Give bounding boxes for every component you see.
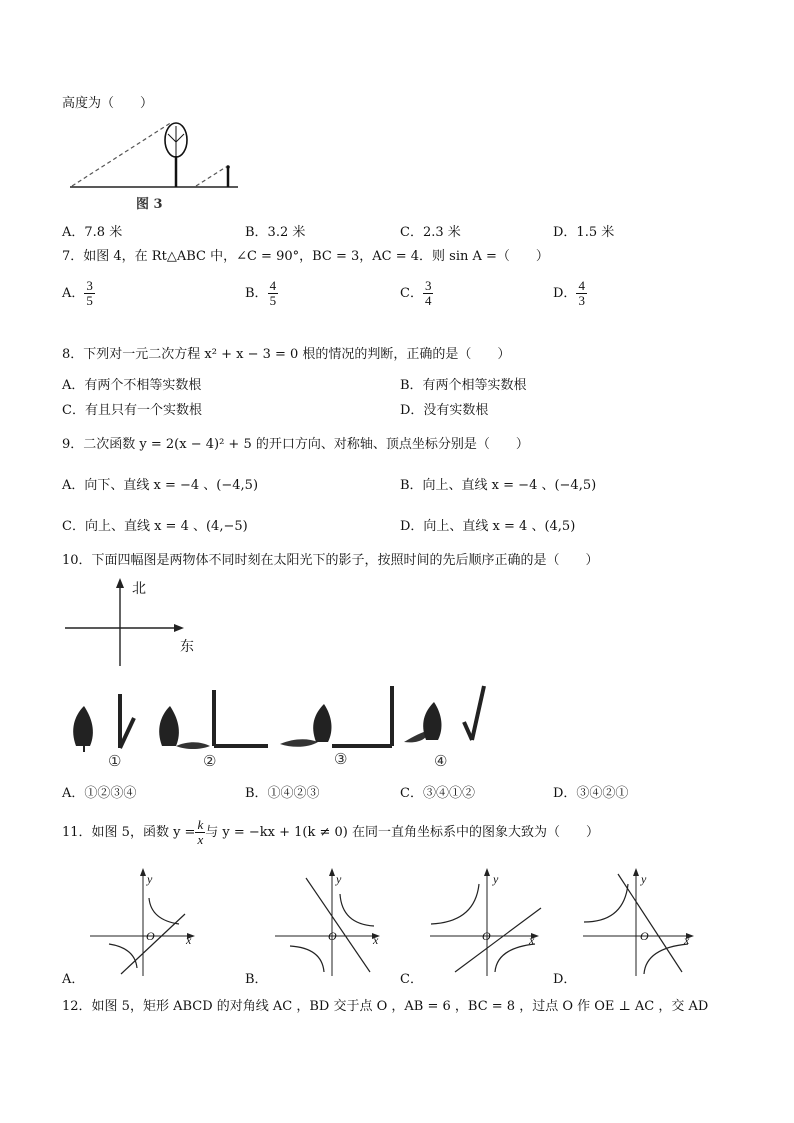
q10-option-b: B．①④②③: [245, 786, 320, 801]
fraction-denominator: 3: [578, 293, 585, 308]
fraction-denominator: 4: [424, 293, 432, 308]
q11-stem: [62, 818, 599, 847]
q11-option-a: A．: [62, 972, 85, 987]
q7-option-letter: A．: [62, 286, 85, 301]
q11-d-y-label: y: [641, 872, 647, 886]
q11-d-x-label: x: [684, 933, 690, 947]
q7-option-letter: C．: [400, 286, 423, 301]
q7-option-fraction: [576, 279, 587, 308]
q9-option-a: A．向下、直线 x = −4 、(−4,5): [62, 478, 259, 493]
q11-b-y-label: y: [336, 872, 342, 886]
q10-option-c: C．③④①②: [400, 786, 475, 801]
q10-panel-label-3: ③: [334, 750, 348, 768]
q7-option-c: [400, 279, 433, 308]
fraction-numerator: 4: [269, 278, 277, 293]
q7-option-fraction: [268, 279, 279, 308]
q7-option-d: [553, 279, 587, 308]
q7-option-fraction: [84, 279, 95, 308]
q9-option-b: B．向上、直线 x = −4 、(−4,5): [400, 478, 597, 493]
q11-graph-b: [270, 868, 385, 978]
q9-stem: 9．二次函数 y = 2(x − 4)² + 5 的开口方向、对称轴、顶点坐标分别是（ ）: [62, 437, 529, 452]
q8-stem: 8．下列对一元二次方程 x² + x − 3 = 0 根的情况的判断，正确的是（ ）: [62, 347, 511, 362]
fraction-numerator: 3: [86, 278, 93, 293]
q7-option-letter: D．: [553, 286, 577, 301]
fraction-numerator: k: [197, 817, 204, 832]
fraction-numerator: 4: [578, 278, 585, 293]
q11-stem-fraction: [195, 818, 205, 847]
q7-stem: 7．如图 4，在 Rt△ABC 中，∠C = 90°，BC = 3，AC = 4．则 sin A =（ ）: [62, 249, 549, 264]
q11-d-origin-label: O: [640, 929, 649, 943]
q7-option-fraction: [423, 279, 434, 308]
q10-stem: 10．下面四幅图是两物体不同时刻在太阳光下的影子，按照时间的先后顺序正确的是（ ）: [62, 553, 599, 568]
fraction-denominator: x: [197, 832, 204, 847]
q6-option-a: A．7.8 米: [62, 225, 123, 240]
q9-option-d: D．向上、直线 x = 4 、(4,5): [400, 519, 576, 534]
q11-b-origin-label: O: [328, 929, 337, 943]
q10-panel-label-2: ②: [203, 752, 217, 770]
q11-graph-a: [85, 868, 200, 978]
q6-figure-caption: 图 3: [136, 197, 163, 212]
q11-stem-post: 与 y = −kx + 1(k ≠ 0) 在同一直角坐标系中的图象大致为（ ）: [205, 825, 599, 840]
q11-c-origin-label: O: [482, 929, 491, 943]
q11-option-c: C．: [400, 972, 423, 987]
q11-stem-pre: 11．如图 5，函数 y =: [62, 825, 196, 840]
q9-option-c: C．向上、直线 x = 4 、(4,−5): [62, 519, 248, 534]
q8-option-b: B．有两个相等实数根: [400, 378, 527, 393]
fraction-numerator: 3: [424, 278, 432, 293]
q7-option-b: [245, 279, 278, 308]
q7-option-letter: B．: [245, 286, 268, 301]
q6-stem-end: 高度为（ ）: [62, 96, 154, 111]
q10-option-a: A．①②③④: [62, 786, 137, 801]
q11-a-origin-label: O: [146, 929, 155, 943]
q11-a-y-label: y: [147, 872, 153, 886]
compass-north-label: 北: [132, 581, 146, 597]
q11-option-b: B．: [245, 972, 268, 987]
q11-c-y-label: y: [493, 872, 499, 886]
fraction-denominator: 5: [86, 293, 93, 308]
q10-panel-label-1: ①: [108, 752, 122, 770]
q11-graph-c: [425, 868, 545, 978]
q10-shadow-panels: [62, 680, 502, 760]
fraction-denominator: 5: [269, 293, 277, 308]
compass-east-label: 东: [180, 639, 194, 655]
q8-option-c: C．有且只有一个实数根: [62, 403, 202, 418]
q11-b-x-label: x: [373, 933, 379, 947]
q12-stem: 12．如图 5，矩形 ABCD 的对角线 AC ，BD 交于点 O ，AB = 6 ，BC = 8 ，过点 O 作 OE ⊥ AC ，交 AD: [62, 999, 709, 1014]
q6-option-c: C．2.3 米: [400, 225, 461, 240]
q11-c-x-label: x: [529, 933, 535, 947]
q10-panel-label-4: ④: [434, 752, 448, 770]
q11-option-d: D．: [553, 972, 577, 987]
q7-option-a: [62, 279, 95, 308]
q8-option-d: D．没有实数根: [400, 403, 489, 418]
q6-option-d: D．1.5 米: [553, 225, 615, 240]
q8-option-a: A．有两个不相等实数根: [62, 378, 202, 393]
q11-a-x-label: x: [186, 933, 192, 947]
q10-option-d: D．③④②①: [553, 786, 629, 801]
q11-graph-d: [578, 868, 698, 978]
q6-option-b: B．3.2 米: [245, 225, 306, 240]
